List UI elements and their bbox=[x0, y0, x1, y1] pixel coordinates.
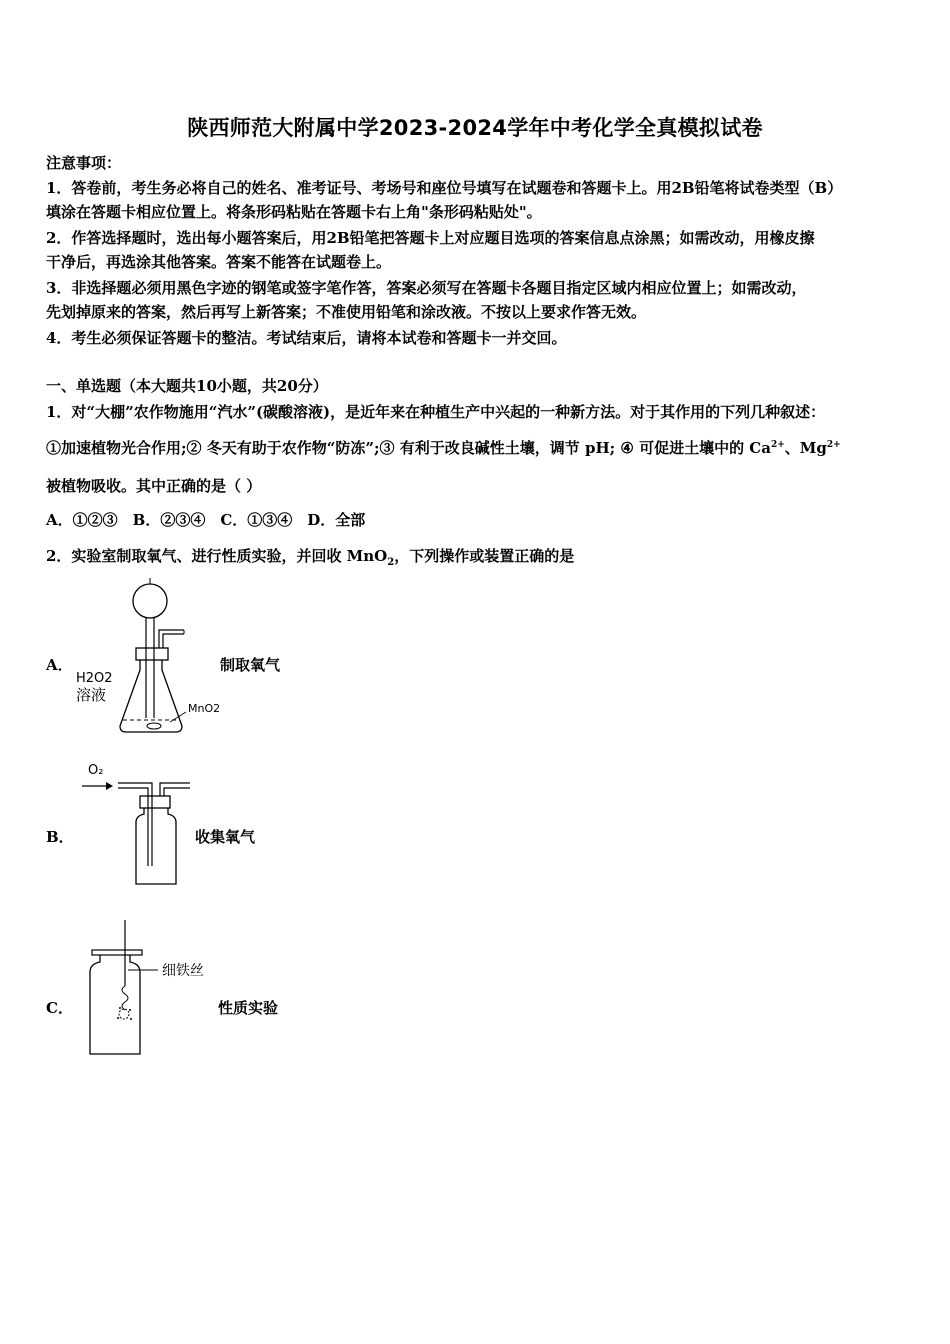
gas-bottle bbox=[136, 808, 176, 884]
q2-figure-c-jar bbox=[80, 918, 220, 1060]
stopper bbox=[140, 796, 170, 808]
q2-option-b-label: B． bbox=[46, 828, 74, 846]
notice-heading: 注意事项： bbox=[46, 154, 122, 172]
notice-item: 2．作答选择题时，选出每小题答案后，用2B铅笔把答题卡上对应题目选项的答案信息点涂黑；如需改动，用橡皮擦 bbox=[46, 229, 815, 247]
delivery-tube-inner bbox=[163, 634, 184, 648]
wire-coil bbox=[122, 986, 128, 1010]
q2-figure-b-bottle bbox=[78, 756, 198, 891]
q1-mg-charge: 2+ bbox=[826, 440, 841, 450]
q1-options: A．①②③ B．②③④ C．①③④ D．全部 bbox=[46, 511, 366, 529]
outlet-tube-inner bbox=[164, 788, 190, 796]
label-h2o2: H2O2 bbox=[76, 671, 113, 686]
q2-option-c-label: C． bbox=[46, 999, 73, 1017]
q1-line2-main: ①加速植物光合作用;② 冬天有助于农作物“防冻”;③ 有利于改良碱性土壤，调节 pH; ④ 可促进土壤中的 Ca bbox=[46, 439, 771, 457]
flask-body bbox=[120, 660, 182, 732]
notice-item: 填涂在答题卡相应位置上。将条形码粘贴在答题卡右上角"条形码粘贴处"。 bbox=[46, 203, 542, 221]
notice-item: 先划掉原来的答案，然后再写上新答案；不准使用铅笔和涂改液。不按以上要求作答无效。 bbox=[46, 303, 647, 321]
q2-option-a-desc: 制取氧气 bbox=[220, 656, 281, 674]
arrow-head-icon bbox=[106, 782, 113, 790]
page-title: 陕西师范大附属中学2023-2024学年中考化学全真模拟试卷 bbox=[187, 116, 763, 140]
label-mno2: MnO2 bbox=[188, 702, 221, 715]
glass-cover bbox=[92, 950, 142, 955]
q2-option-b-desc: 收集氧气 bbox=[195, 828, 256, 846]
funnel-bulb bbox=[133, 584, 167, 618]
label-iron-wire: 细铁丝 bbox=[162, 963, 204, 979]
q2-stem-sub: 2 bbox=[387, 557, 395, 568]
q2-option-c-desc: 性质实验 bbox=[218, 999, 279, 1017]
burning-spark bbox=[119, 1009, 129, 1019]
spark-dot bbox=[117, 1017, 119, 1019]
q1-ca-charge: 2+ bbox=[770, 440, 785, 450]
q2-stem-end: ，下列操作或装置正确的是 bbox=[394, 547, 575, 565]
inlet-tube-inner bbox=[118, 788, 148, 866]
q2-stem-main: 2．实验室制取氧气、进行性质实验，并回收 MnO bbox=[46, 547, 388, 565]
mno2-powder bbox=[147, 723, 161, 729]
label-o2: O₂ bbox=[88, 763, 104, 778]
q1-line2-mid: 、Mg bbox=[784, 439, 827, 457]
notice-item: 3．非选择题必须用黑色字迹的钢笔或签字笔作答，答案必须写在答题卡各题目指定区域内相应位置上；如需改动， bbox=[46, 279, 807, 297]
q1-line2 bbox=[46, 438, 906, 458]
label-solution: 溶液 bbox=[76, 686, 107, 704]
q2-option-a-label: A． bbox=[46, 656, 73, 674]
spark-dot bbox=[119, 1007, 121, 1009]
q1-stem: 1．对“大棚”农作物施用“汽水”(碳酸溶液)，是近年来在种植生产中兴起的一种新方法。对于其作用的下列几种叙述： bbox=[46, 403, 826, 421]
notice-item: 干净后，再选涂其他答案。答案不能答在试题卷上。 bbox=[46, 253, 392, 271]
notice-item: 4．考生必须保证答题卡的整洁。考试结束后，请将本试卷和答题卡一并交回。 bbox=[46, 329, 567, 347]
section-heading: 一、单选题（本大题共10小题，共20分） bbox=[46, 377, 328, 395]
notice-item: 1．答卷前，考生务必将自己的姓名、准考证号、考场号和座位号填写在试题卷和答题卡上。用2B铅笔将试卷类型（B） bbox=[46, 179, 843, 197]
spark-dot bbox=[130, 1018, 132, 1020]
q2-stem bbox=[46, 546, 906, 566]
q1-line3: 被植物吸收。其中正确的是（ ） bbox=[46, 477, 262, 495]
stopper bbox=[136, 648, 168, 660]
spark-dot bbox=[129, 1009, 131, 1011]
q2-figure-a-flask bbox=[70, 578, 230, 738]
